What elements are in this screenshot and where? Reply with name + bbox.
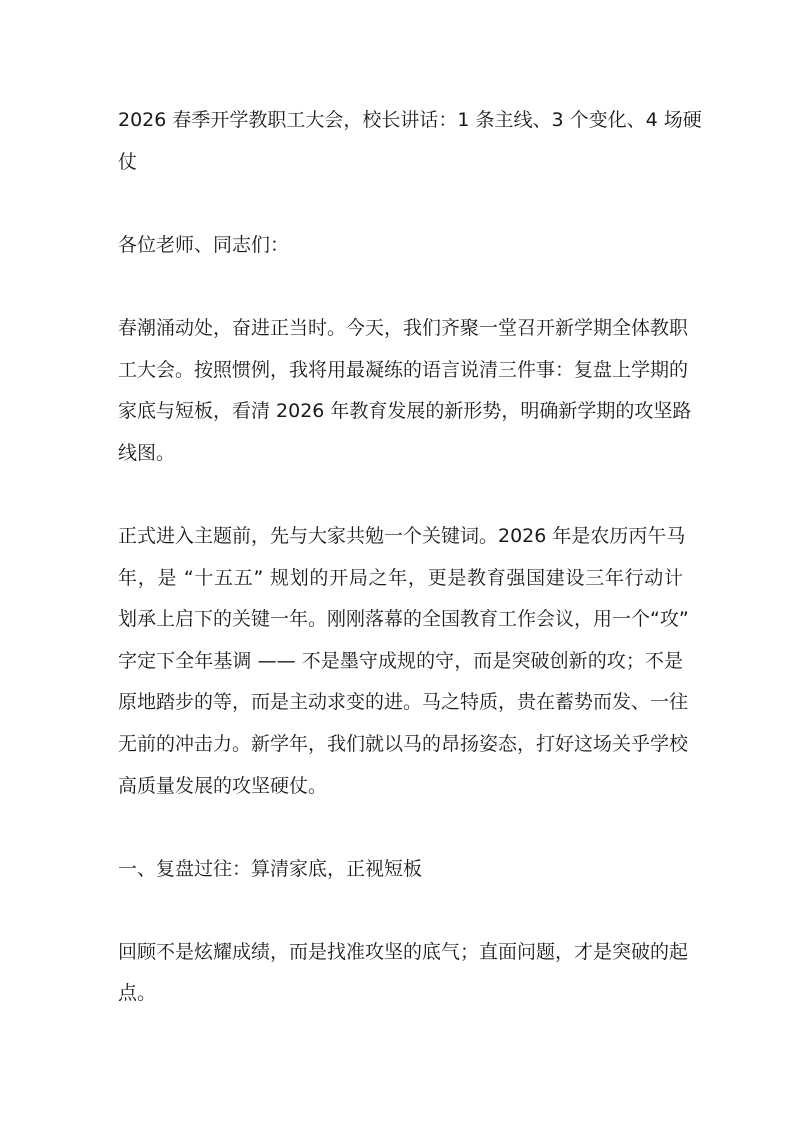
- paragraph-line: 划承上启下的关键一年。刚刚落幕的全国教育工作会议，用一个“攻”: [118, 608, 689, 631]
- section-heading: 一、复盘过往：算清家底，正视短板: [118, 857, 423, 880]
- paragraph-line: 回顾不是炫耀成绩，而是找准攻坚的底气；直面问题，才是突破的起: [118, 940, 689, 963]
- paragraph-line: 线图。: [118, 441, 176, 464]
- paragraph-line: 无前的冲击力。新学年，我们就以马的昂扬姿态，打好这场关乎学校: [118, 732, 689, 755]
- paragraph-line: 年，是 “十五五” 规划的开局之年，更是教育强国建设三年行动计: [118, 566, 683, 589]
- paragraph-1: [118, 308, 692, 474]
- title-line: 仗: [118, 150, 138, 173]
- paragraph-line: 工大会。按照惯例，我将用最凝练的语言说清三件事：复盘上学期的: [118, 358, 689, 381]
- paragraph-line: 正式进入主题前，先与大家共勉一个关键词。2026 年是农历丙午马: [118, 524, 686, 547]
- paragraph-line: 点。: [118, 982, 157, 1005]
- paragraph-line: 原地踏步的等，而是主动求变的进。马之特质，贵在蓄势而发、一往: [118, 691, 689, 714]
- paragraph-line: 高质量发展的攻坚硬仗。: [118, 774, 328, 797]
- paragraph-line: 字定下全年基调 —— 不是墨守成规的守，而是突破创新的攻；不是: [118, 649, 683, 672]
- paragraph-2: [118, 516, 689, 807]
- paragraph-line: 春潮涌动处，奋进正当时。今天，我们齐聚一堂召开新学期全体教职: [118, 316, 689, 339]
- title-line: 2026 春季开学教职工大会，校长讲话：1 条主线、3 个变化、4 场硬: [118, 109, 702, 131]
- paragraph-line: 家底与短板，看清 2026 年教育发展的新形势，明确新学期的攻坚路: [118, 400, 692, 423]
- document-page: [118, 100, 702, 1015]
- greeting: 各位老师、同志们：: [118, 233, 290, 256]
- paragraph-3: [118, 932, 689, 1015]
- document-title: [118, 100, 702, 183]
